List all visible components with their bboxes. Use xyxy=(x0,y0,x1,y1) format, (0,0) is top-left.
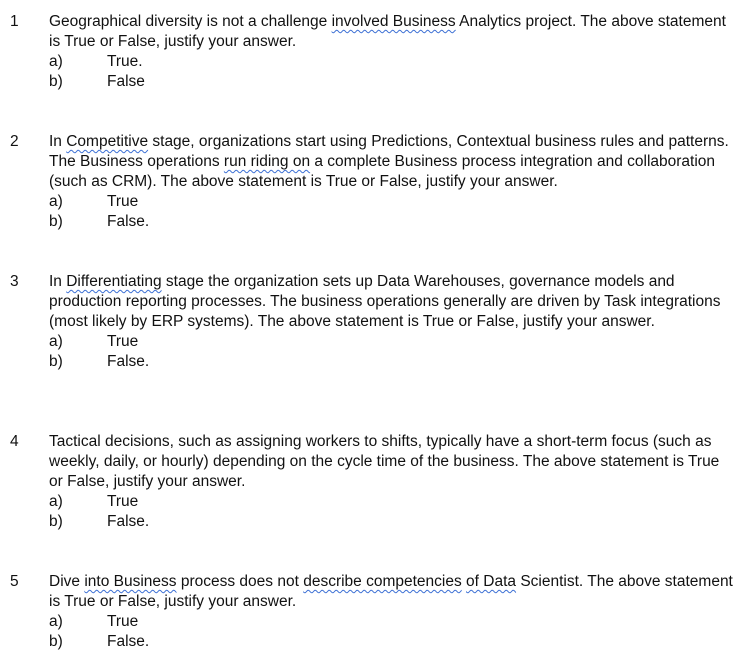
option-letter: b) xyxy=(49,633,63,650)
text-segment: a complete Business process integration and collaboration (such as CRM). The above statement is True or False, justify your answer. xyxy=(49,153,716,190)
option-letter: a) xyxy=(49,613,63,630)
text-segment: process does not xyxy=(176,573,304,590)
text-segment: In xyxy=(49,273,67,290)
option-a xyxy=(49,332,733,352)
question-statement xyxy=(49,12,733,52)
text-segment: Scientist. The above statement is True or False, justify your answer. xyxy=(49,573,733,610)
option-b xyxy=(49,632,733,652)
text-segment: Dive xyxy=(49,573,85,590)
option-label: True xyxy=(107,493,139,510)
question-text xyxy=(49,272,733,372)
spellcheck-flag: of Data xyxy=(466,573,517,590)
option-letter: a) xyxy=(49,333,63,350)
text-segment: Analytics project. The above statement is True or False, justify your answer. xyxy=(49,13,726,50)
option-letter: b) xyxy=(49,73,63,90)
question-number: 5 xyxy=(10,573,19,590)
option-b xyxy=(49,512,733,532)
question-statement xyxy=(49,572,733,612)
option-b xyxy=(49,352,733,372)
spellcheck-flag: Competitive xyxy=(66,133,149,150)
question-text xyxy=(49,132,733,232)
option-letter: b) xyxy=(49,513,63,530)
option-label: False. xyxy=(107,633,150,650)
option-label: False xyxy=(107,73,145,90)
option-b xyxy=(49,72,733,92)
option-label: True xyxy=(107,333,139,350)
question-statement xyxy=(49,432,733,492)
option-label: True xyxy=(107,193,139,210)
option-a xyxy=(49,612,733,632)
question-number: 1 xyxy=(10,13,19,30)
option-label: False. xyxy=(107,213,150,230)
option-label: True. xyxy=(107,53,143,70)
option-label: True xyxy=(107,613,139,630)
option-letter: a) xyxy=(49,193,63,210)
question-statement xyxy=(49,132,733,192)
option-a xyxy=(49,492,733,512)
text-segment: Geographical diversity is not a challenge xyxy=(49,13,332,30)
question-text xyxy=(49,12,733,92)
option-letter: b) xyxy=(49,353,63,370)
text-segment: In xyxy=(49,133,67,150)
spellcheck-flag: run riding on xyxy=(223,153,311,170)
option-label: False. xyxy=(107,353,150,370)
option-label: False. xyxy=(107,513,150,530)
option-letter: b) xyxy=(49,213,63,230)
option-letter: a) xyxy=(49,53,63,70)
option-letter: a) xyxy=(49,493,63,510)
option-b xyxy=(49,212,733,232)
question-number: 2 xyxy=(10,133,19,150)
spellcheck-flag: Differentiating xyxy=(66,273,162,290)
option-a xyxy=(49,192,733,212)
text-segment: stage, organizations start using Predictions, Contextual business rules and patterns. The Business operations xyxy=(49,133,729,170)
question-text xyxy=(49,432,733,532)
question-statement xyxy=(49,272,733,332)
spellcheck-flag: into Business xyxy=(84,573,177,590)
text-segment: Tactical decisions, such as assigning workers to shifts, typically have a short-term focus (such as weekly, daily, or hourly) depending on the cycle time of the business. The above statement is True or False, justify your answer. xyxy=(49,433,720,490)
question-number: 4 xyxy=(10,433,19,450)
question-text xyxy=(49,572,733,652)
text-segment: stage the organization sets up Data Warehouses, governance models and production reporting processes. The business operations generally are driven by Task integrations (most likely by ERP systems). The above statement is True or False, justify your answer. xyxy=(49,273,721,330)
spellcheck-flag: describe competencies xyxy=(303,573,462,590)
question-number: 3 xyxy=(10,273,19,290)
spellcheck-flag: involved Business xyxy=(331,13,456,30)
option-a xyxy=(49,52,733,72)
